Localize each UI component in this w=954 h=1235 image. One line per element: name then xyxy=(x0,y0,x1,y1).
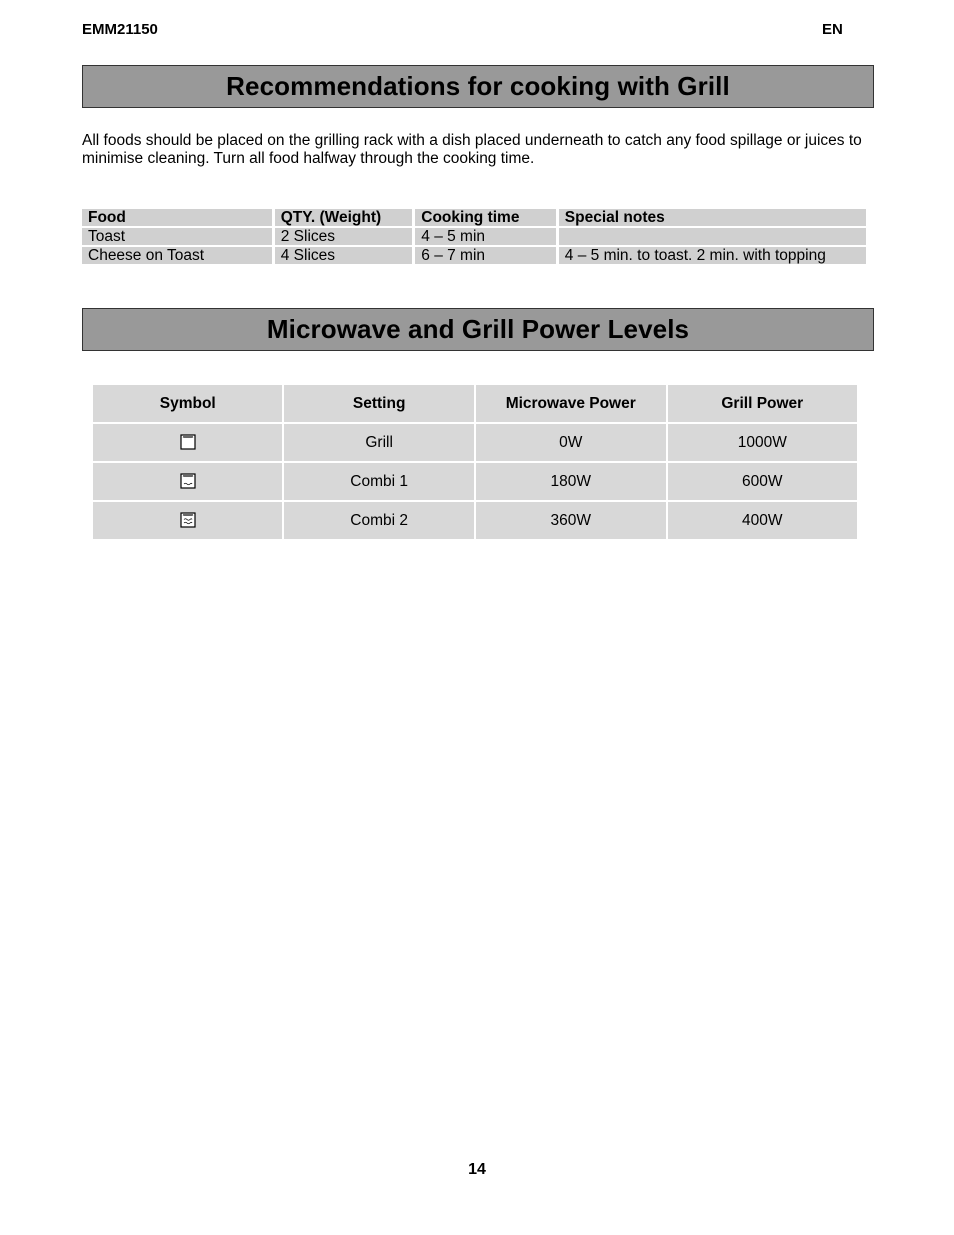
column-header-setting: Setting xyxy=(284,385,473,422)
cell-setting: Combi 2 xyxy=(284,502,473,539)
column-header-food: Food xyxy=(82,209,272,226)
column-header-quantity: QTY. (Weight) xyxy=(275,209,413,226)
cell-grill-power: 600W xyxy=(668,463,857,500)
cell-cooking-time: 6 – 7 min xyxy=(415,247,556,264)
cell-symbol xyxy=(93,502,282,539)
model-number: EMM21150 xyxy=(82,21,158,38)
grill-cooking-table xyxy=(79,207,869,266)
language-code: EN xyxy=(822,21,843,38)
cell-setting: Combi 1 xyxy=(284,463,473,500)
cell-microwave-power: 180W xyxy=(476,463,666,500)
table-header-row xyxy=(82,209,866,226)
section-title-grill-recommendations: Recommendations for cooking with Grill xyxy=(82,65,874,108)
cell-food: Toast xyxy=(82,228,272,245)
cell-special-notes xyxy=(559,228,866,245)
cell-microwave-power: 0W xyxy=(476,424,666,461)
table-row xyxy=(82,228,866,245)
column-header-microwave-power: Microwave Power xyxy=(476,385,666,422)
intro-paragraph: All foods should be placed on the grilling rack with a dish placed underneath to catch any food spillage or juices to minimise cleaning. Turn all food halfway through the cooking time. xyxy=(82,132,862,167)
section-title-power-levels: Microwave and Grill Power Levels xyxy=(82,308,874,351)
table-row xyxy=(93,424,857,461)
combi2-symbol-icon xyxy=(180,512,196,528)
column-header-cooking-time: Cooking time xyxy=(415,209,556,226)
cell-cooking-time: 4 – 5 min xyxy=(415,228,556,245)
table-row xyxy=(93,463,857,500)
column-header-grill-power: Grill Power xyxy=(668,385,857,422)
table-row xyxy=(93,502,857,539)
column-header-symbol: Symbol xyxy=(93,385,282,422)
cell-grill-power: 400W xyxy=(668,502,857,539)
cell-microwave-power: 360W xyxy=(476,502,666,539)
cell-symbol xyxy=(93,463,282,500)
column-header-special-notes: Special notes xyxy=(559,209,866,226)
grill-symbol-icon xyxy=(180,434,196,450)
cell-quantity: 4 Slices xyxy=(275,247,413,264)
cell-setting: Grill xyxy=(284,424,473,461)
table-header-row xyxy=(93,385,857,422)
cell-symbol xyxy=(93,424,282,461)
combi1-symbol-icon xyxy=(180,473,196,489)
table-row xyxy=(82,247,866,264)
cell-quantity: 2 Slices xyxy=(275,228,413,245)
page-number: 14 xyxy=(468,1161,486,1178)
cell-food: Cheese on Toast xyxy=(82,247,272,264)
power-levels-table xyxy=(91,383,859,541)
cell-special-notes: 4 – 5 min. to toast. 2 min. with topping xyxy=(559,247,866,264)
cell-grill-power: 1000W xyxy=(668,424,857,461)
